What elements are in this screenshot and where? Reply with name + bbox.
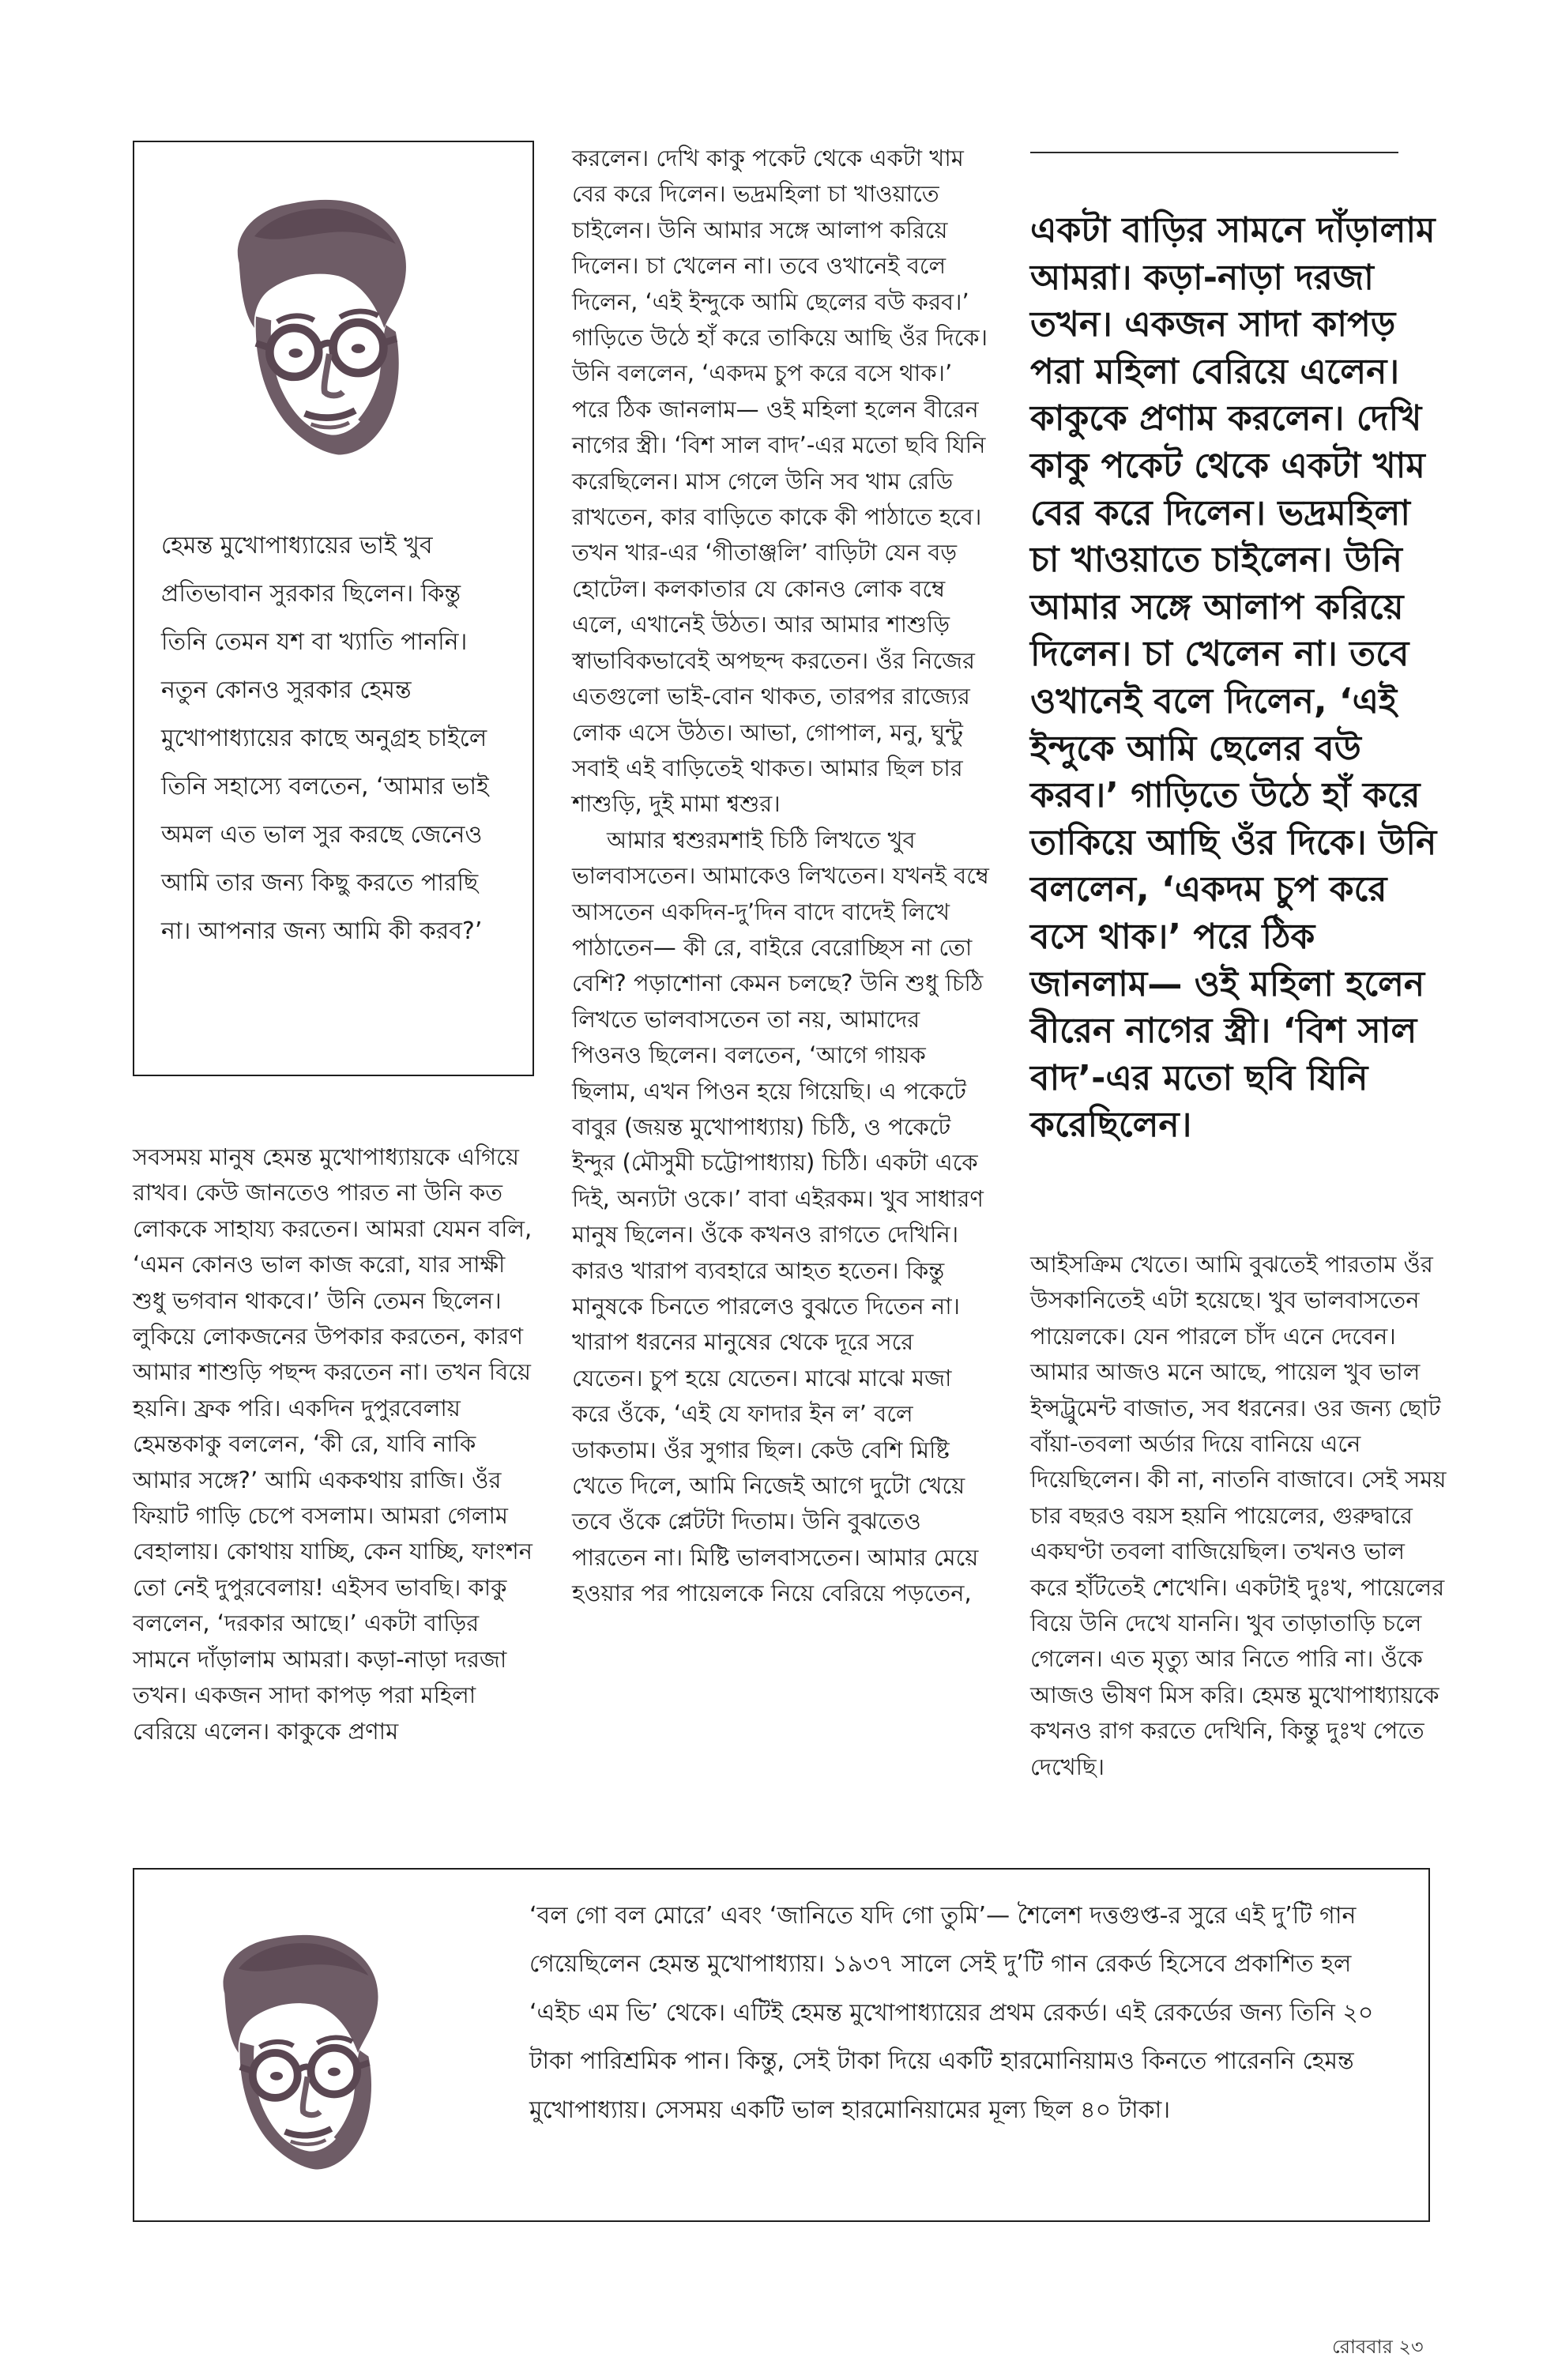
article-column-2-para-2 xyxy=(572,823,991,1612)
sidebar-text: হেমন্ত মুখোপাধ্যায়ের ভাই খুব প্রতিভাবান সুরকার ছিলেন। কিন্তু তিনি তেমন যশ বা খ্যাতি পাননি। নতুন কোনও সুরকার হেমন্ত মুখোপাধ্যায়ের কাছে অনুগ্রহ চাইলে তিনি সহাস্যে বলতেন, ‘আমার ভাই অমল এত ভাল সুর করছে জেনেও আমি তার জন্য কিছু করতে পারছি না। আপনার জন্য আমি কী করব?’ xyxy=(161,532,489,945)
portrait-icon xyxy=(194,1926,409,2179)
pull-quote-rule xyxy=(1030,152,1398,153)
article-column-2-para-1: করলেন। দেখি কাকু পকেট থেকে একটা খাম বের করে দিলেন। ভদ্রমহিলা চা খাওয়াতে চাইলেন। উনি আমার সঙ্গে আলাপ করিয়ে দিলেন। চা খেলেন না। তবে ওখানেই বলে দিলেন, ‘এই ইন্দুকে আমি ছেলের বউ করব।’ গাড়িতে উঠে হাঁ করে তাকিয়ে আছি ওঁর দিকে। উনি বললেন, ‘একদম চুপ করে বসে থাক।’ পরে ঠিক জানলাম— ওই মহিলা হলেন বীরেন নাগের স্ত্রী। ‘বিশ সাল বাদ’-এর মতো ছবি যিনি করেছিলেন। মাস গেলে উনি সব খাম রেডি রাখতেন, কার বাড়িতে কাকে কী পাঠাতে হবে। তখন খার-এর ‘গীতাঞ্জলি’ বাড়িটা যেন বড় হোটেল। কলকাতার যে কোনও লোক বম্বে এলে, এখানেই উঠত। আর আমার শাশুড়ি স্বাভাবিকভাবেই অপছন্দ করতেন। ওঁর নিজের এতগুলো ভাই-বোন থাকত, তারপর রাজ্যের লোক এসে উঠত। আভা, গোপাল, মনু, ঘুন্টু সবাই এই বাড়িতেই থাকত। আমার ছিল চার শাশুড়ি, দুই মামা শ্বশুর। xyxy=(572,145,988,818)
article-column-3: আইসক্রিম খেতে। আমি বুঝতেই পারতাম ওঁর উসকানিতেই এটা হয়েছে। খুব ভালবাসতেন পায়েলকে। যেন পারলে চাঁদ এনে দেবেন। আমার আজও মনে আছে, পায়েল খুব ভাল ইন্সট্রুমেন্ট বাজাত, সব ধরনের। ওর জন্য ছোট বাঁয়া-তবলা অর্ডার দিয়ে বানিয়ে এনে দিয়েছিলেন। কী না, নাতনি বাজাবে। সেই সময় চার বছরও বয়স হয়নি পায়েলের, গুরুদ্বারে একঘণ্টা তবলা বাজিয়েছিল। তখনও ভাল করে হাঁটতেই শেখেনি। একটাই দুঃখ, পায়েলের বিয়ে উনি দেখে যাননি। খুব তাড়াতাড়ি চলে গেলেন। এত মৃত্যু আর নিতে পারি না। ওঁকে আজও ভীষণ মিস করি। হেমন্ত মুখোপাধ্যায়কে কখনও রাগ করতে দেখিনি, কিন্তু দুঃখ পেতে দেখেছি। xyxy=(1030,1251,1447,1780)
pull-quote: একটা বাড়ির সামনে দাঁড়ালাম আমরা। কড়া-নাড়া দরজা তখন। একজন সাদা কাপড় পরা মহিলা বেরিয়ে এলেন। কাকুকে প্রণাম করলেন। দেখি কাকু পকেট থেকে একটা খাম বের করে দিলেন। ভদ্রমহিলা চা খাওয়াতে চাইলেন। উনি আমার সঙ্গে আলাপ করিয়ে দিলেন। চা খেলেন না। তবে ওখানেই বলে দিলেন, ‘এই ইন্দুকে আমি ছেলের বউ করব।’ গাড়িতে উঠে হাঁ করে তাকিয়ে আছি ওঁর দিকে। উনি বললেন, ‘একদম চুপ করে বসে থাক।’ পরে ঠিক জানলাম— ওই মহিলা হলেন বীরেন নাগের স্ত্রী। ‘বিশ সাল বাদ’-এর মতো ছবি যিনি করেছিলেন। xyxy=(1030,210,1437,1146)
portrait-icon xyxy=(209,190,438,466)
page-folio: রোববার ২৩ xyxy=(1332,2336,1424,2358)
sidebar-box xyxy=(133,141,534,1076)
article-column-2-para-2-text: আমার শ্বশুরমশাই চিঠি লিখতে খুব ভালবাসতেন। আমাকেও লিখতেন। যখনই বম্বে আসতেন একদিন-দু’দিন বাদে বাদেই লিখে পাঠাতেন— কী রে, বাইরে বেরোচ্ছিস না তো বেশি? পড়াশোনা কেমন চলছে? উনি শুধু চিঠি লিখতে ভালবাসতেন তা নয়, আমাদের পিওনও ছিলেন। বলতেন, ‘আগে গায়ক ছিলাম, এখন পিওন হয়ে গিয়েছি। এ পকেটে বাবুর (জয়ন্ত মুখোপাধ্যায়) চিঠি, ও পকেটে ইন্দুর (মৌসুমী চট্টোপাধ্যায়) চিঠি। একটা একে দিই, অন্যটা ওকে।’ বাবা এইরকম। খুব সাধারণ মানুষ ছিলেন। ওঁকে কখনও রাগতে দেখিনি। কারও খারাপ ব্যবহারে আহত হতেন। কিন্তু মানুষকে চিনতে পারলেও বুঝতে দিতেন না। খারাপ ধরনের মানুষের থেকে দূরে সরে যেতেন। চুপ হয়ে যেতেন। মাঝে মাঝে মজা করে ওঁকে, ‘এই যে ফাদার ইন ল’ বলে ডাকতাম। ওঁর সুগার ছিল। কেউ বেশি মিষ্টি খেতে দিলে, আমি নিজেই আগে দুটো খেয়ে তবে ওঁকে প্লেটটা দিতাম। উনি বুঝতেও পারতেন না। মিষ্টি ভালবাসতেন। আমার মেয়ে হওয়ার পর পায়েলকে নিয়ে বেরিয়ে পড়তেন, xyxy=(572,826,989,1607)
bottom-box-text: ‘বল গো বল মোরে’ এবং ‘জানিতে যদি গো তুমি’— শৈলেশ দত্তগুপ্ত-র সুরে এই দু’টি গান গেয়েছিলেন হেমন্ত মুখোপাধ্যায়। ১৯৩৭ সালে সেই দু’টি গান রেকর্ড হিসেবে প্রকাশিত হল ‘এইচ এম ভি’ থেকে। এটিই হেমন্ত মুখোপাধ্যায়ের প্রথম রেকর্ড। এই রেকর্ডের জন্য তিনি ২০ টাকা পারিশ্রমিক পান। কিন্তু, সেই টাকা দিয়ে একটি হারমোনিয়ামও কিনতে পারেননি হেমন্ত মুখোপাধ্যায়। সেসময় একটি ভাল হারমোনিয়ামের মূল্য ছিল ৪০ টাকা। xyxy=(529,1902,1374,2124)
article-column-2 xyxy=(572,141,991,1612)
bottom-box xyxy=(133,1868,1430,2222)
article-column-1: সবসময় মানুষ হেমন্ত মুখোপাধ্যায়কে এগিয়ে রাখব। কেউ জানতেও পারত না উনি কত লোককে সাহায্য করতেন। আমরা যেমন বলি, ‘এমন কোনও ভাল কাজ করো, যার সাক্ষী শুধু ভগবান থাকবে।’ উনি তেমন ছিলেন। লুকিয়ে লোকজনের উপকার করতেন, কারণ আমার শাশুড়ি পছন্দ করতেন না। তখন বিয়ে হয়নি। ফ্রক পরি। একদিন দুপুরবেলায় হেমন্তকাকু বললেন, ‘কী রে, যাবি নাকি আমার সঙ্গে?’ আমি এককথায় রাজি। ওঁর ফিয়াট গাড়ি চেপে বসলাম। আমরা গেলাম বেহালায়। কোথায় যাচ্ছি, কেন যাচ্ছি, ফাংশন তো নেই দুপুরবেলায়! এইসব ভাবছি। কাকু বললেন, ‘দরকার আছে।’ একটা বাড়ির সামনে দাঁড়ালাম আমরা। কড়া-নাড়া দরজা তখন। একজন সাদা কাপড় পরা মহিলা বেরিয়ে এলেন। কাকুকে প্রণাম xyxy=(133,1143,533,1745)
